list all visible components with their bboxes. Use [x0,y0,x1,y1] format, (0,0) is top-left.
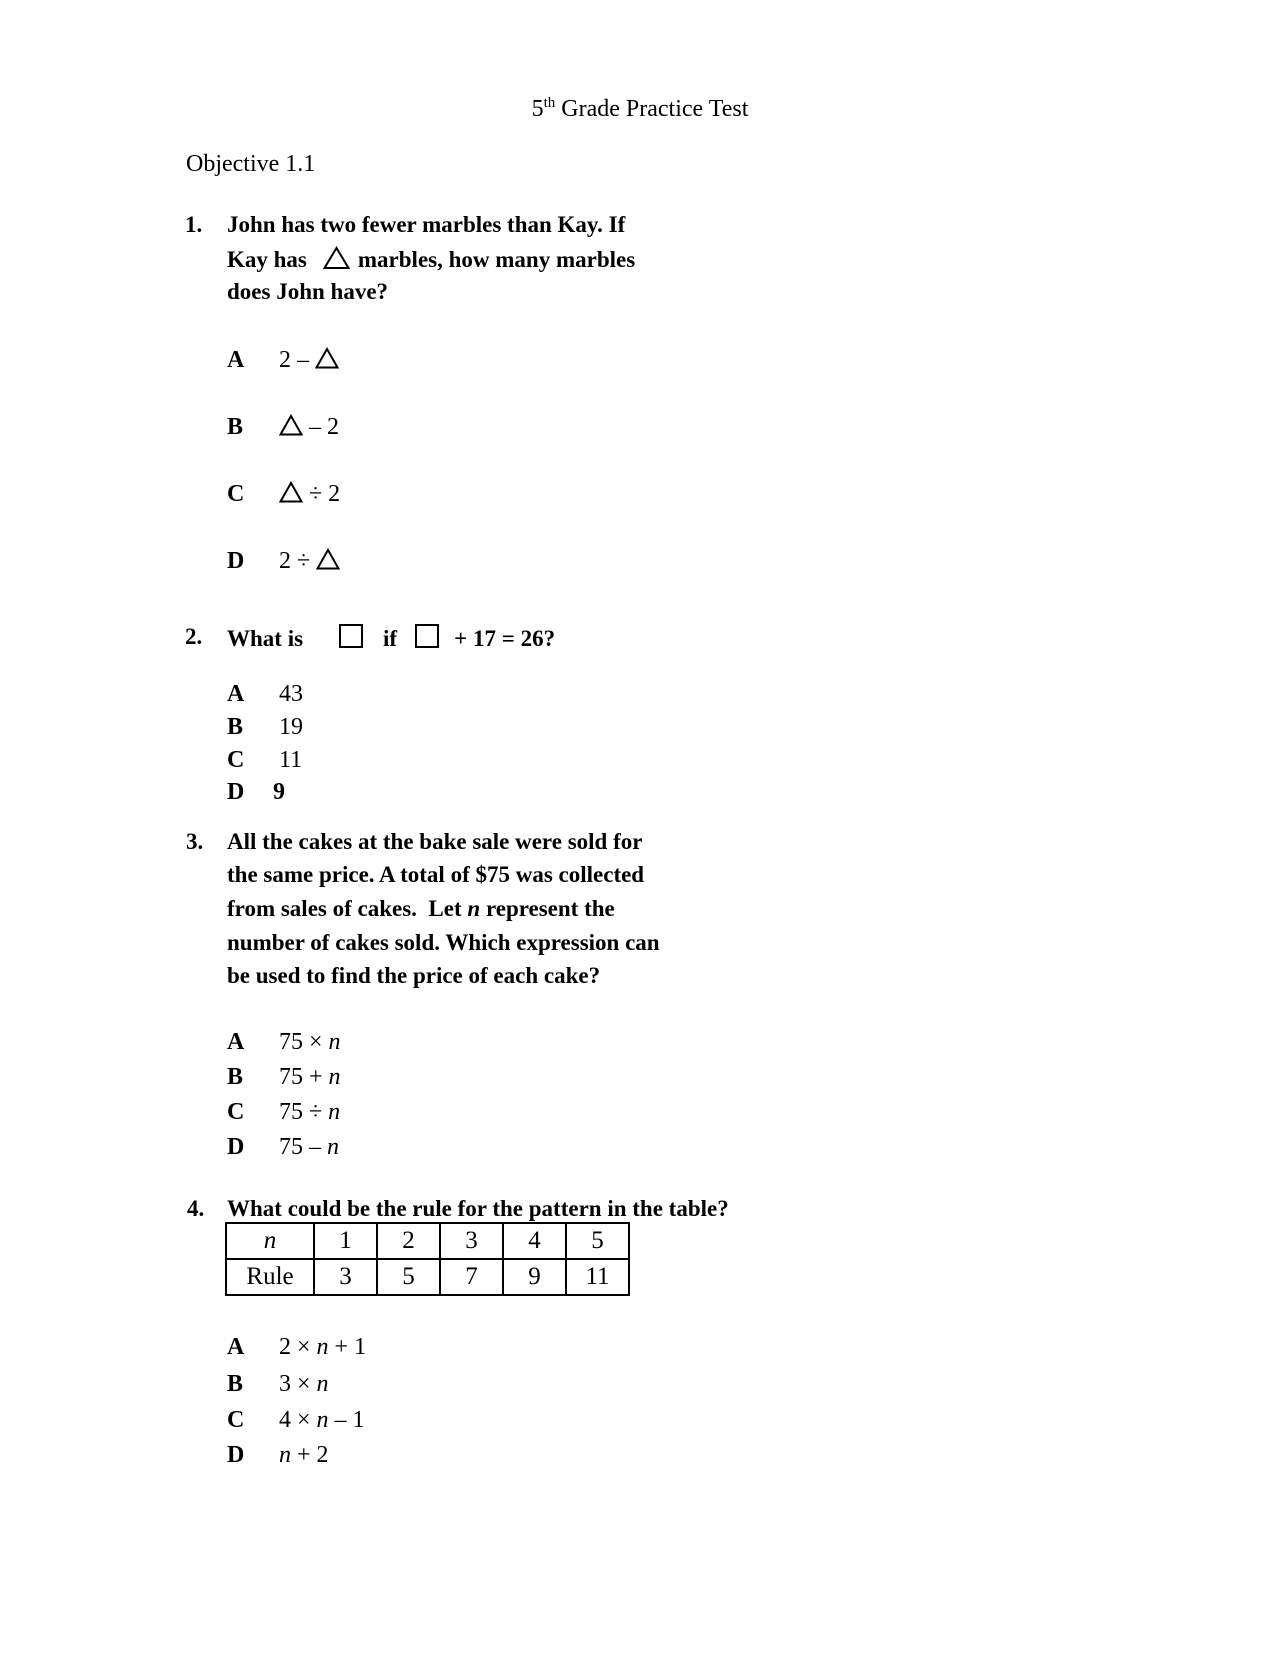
table-cell: n [226,1223,314,1259]
question-2-line: What is if + 17 = 26? [227,626,556,651]
option-expression: – 2 [279,414,339,440]
option-letter: B [227,714,244,740]
option-expression: 75 ÷ n [279,1099,341,1125]
title-text: Grade Practice Test [555,96,749,122]
triangle-icon [323,246,350,270]
pattern-table [225,1222,630,1296]
option-letter: A [227,347,245,373]
table-cell: 9 [503,1259,566,1295]
option-expression: 2 – [279,347,339,373]
option-expression: 2 × n + 1 [279,1334,367,1360]
option-expression: 75 + n [279,1064,341,1090]
question-3-line-4: number of cakes sold. Which expression can [227,930,660,955]
square-icon [339,624,363,648]
option-expression: 75 – n [279,1134,339,1160]
page-title [0,96,1280,125]
option-letter: C [227,1099,245,1125]
option-value: 9 [273,779,285,805]
question-1-line-2: Kay has marbles, how many marbles [227,247,636,272]
option-letter: D [227,1134,245,1160]
table-cell: 1 [314,1223,377,1259]
option-value: 11 [279,747,303,773]
table-cell: Rule [226,1259,314,1295]
option-letter: B [227,1371,244,1397]
triangle-icon [316,548,340,570]
question-3-line-3: from sales of cakes. Let n represent the [227,896,615,921]
option-letter: B [227,414,244,440]
title-number: 5 [531,96,544,122]
square-icon [415,624,439,648]
question-2-number: 2. [185,624,203,649]
title-ordinal-suffix: th [543,95,556,111]
option-letter: D [227,779,245,805]
question-1-line-3: does John have? [227,279,389,304]
table-cell: 5 [377,1259,440,1295]
triangle-icon [279,481,303,503]
option-expression: ÷ 2 [279,481,340,507]
option-letter: C [227,747,245,773]
table-cell: 7 [440,1259,503,1295]
option-value: 19 [279,714,303,740]
objective-label: Objective 1.1 [186,151,316,177]
question-4-number: 4. [187,1196,205,1221]
table-row-rule [226,1259,629,1295]
triangle-icon [279,414,303,436]
option-letter: D [227,1442,245,1468]
question-3-number: 3. [186,829,204,854]
table-row-n [226,1223,629,1259]
question-1-line-1: John has two fewer marbles than Kay. If [227,212,626,237]
option-value: 43 [279,681,303,707]
question-3-line-2: the same price. A total of $75 was collected [227,862,645,887]
table-cell: 2 [377,1223,440,1259]
table-cell: 3 [440,1223,503,1259]
table-cell: 5 [566,1223,629,1259]
option-expression: 75 × n [279,1029,341,1055]
table-cell: 11 [566,1259,629,1295]
question-1-number: 1. [185,212,203,237]
option-letter: A [227,681,245,707]
variable-n: n [467,896,481,921]
question-3-line-5: be used to find the price of each cake? [227,963,601,988]
option-letter: C [227,1407,245,1433]
question-4-line: What could be the rule for the pattern in the table? [227,1196,729,1221]
option-expression: 4 × n – 1 [279,1407,365,1433]
option-expression: 3 × n [279,1371,329,1397]
table-cell: 4 [503,1223,566,1259]
option-expression: n + 2 [279,1442,329,1468]
option-expression: 2 ÷ [279,548,340,574]
option-letter: A [227,1029,245,1055]
option-letter: A [227,1334,245,1360]
table-cell: 3 [314,1259,377,1295]
triangle-icon [315,347,339,369]
option-letter: C [227,481,245,507]
question-3-line-1: All the cakes at the bake sale were sold for [227,829,643,854]
option-letter: D [227,548,245,574]
option-letter: B [227,1064,244,1090]
